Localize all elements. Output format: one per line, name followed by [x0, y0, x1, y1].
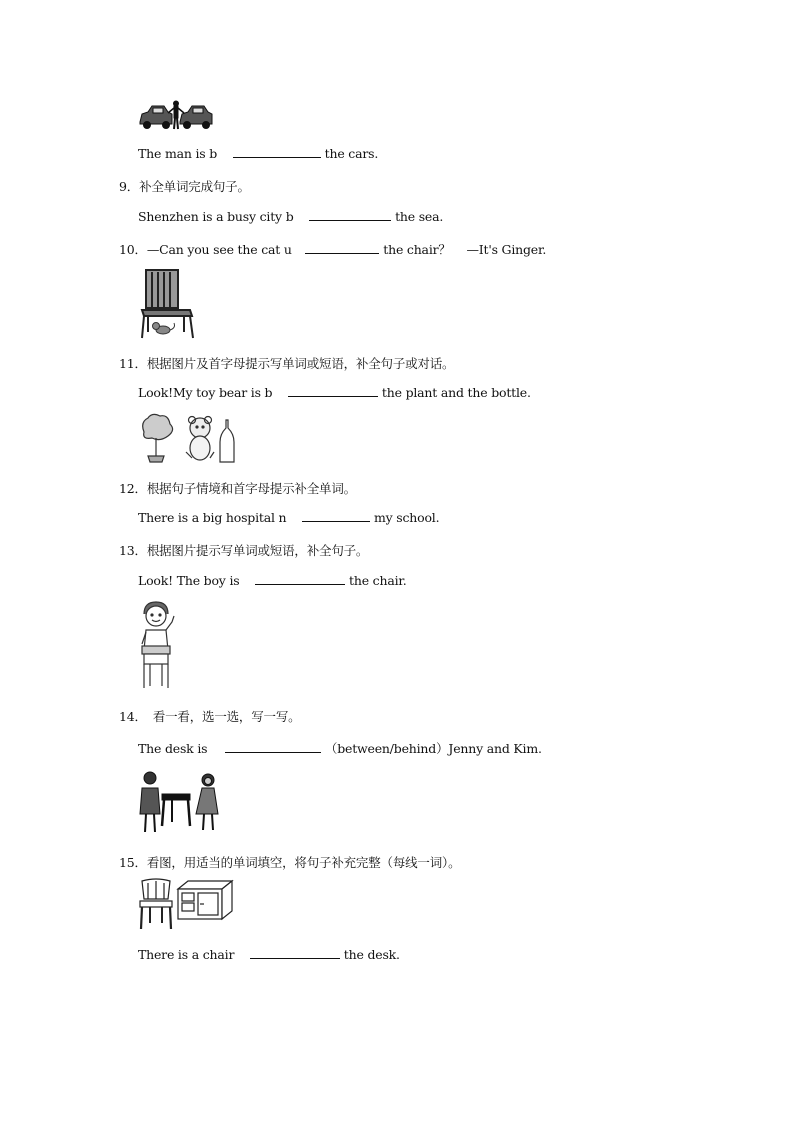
q10-number: 10． — [119, 242, 147, 257]
q9-sentence — [138, 209, 443, 224]
q13-sentence — [138, 573, 407, 588]
q8-answer-blank[interactable] — [233, 146, 321, 158]
q14-text-before: The desk is — [138, 741, 208, 756]
q12-sentence — [138, 510, 439, 525]
desk-between-girls-image — [138, 768, 222, 836]
q12-text-before: There is a big hospital n — [138, 510, 287, 525]
q8-text-after: the cars. — [324, 146, 379, 161]
q15-number: 15． — [119, 855, 147, 870]
q14-instruction: 看一看，选一选，写一写。 — [152, 709, 301, 724]
q14-number: 14． — [119, 709, 147, 724]
q10-text-before: —Can you see the cat u — [146, 242, 292, 257]
q9-answer-blank[interactable] — [309, 209, 391, 221]
q11-text-before: Look!My toy bear is b — [138, 385, 273, 400]
plant-bear-bottle-image — [138, 412, 242, 468]
chair-with-cat-image — [138, 268, 196, 340]
q9-number: 9． — [119, 179, 140, 194]
q9-instruction: 补全单词完成句子。 — [139, 179, 250, 194]
q13-answer-blank[interactable] — [255, 573, 345, 585]
man-between-cars-image — [138, 100, 214, 132]
q11-number: 11． — [119, 356, 147, 371]
q8-sentence — [138, 146, 378, 161]
q11-instruction: 根据图片及首字母提示写单词或短语，补全句子或对话。 — [146, 356, 455, 371]
q14-sentence — [138, 739, 542, 757]
q11-text-after: the plant and the bottle. — [381, 385, 531, 400]
q13-text-after: the chair. — [349, 573, 407, 588]
q13-instruction: 根据图片提示写单词或短语，补全句子。 — [146, 543, 369, 558]
chair-and-desk-image — [138, 877, 234, 933]
q13-heading — [119, 541, 368, 559]
q15-instruction: 看图，用适当的单词填空，将句子补充完整（每线一词）。 — [146, 855, 461, 870]
q12-number: 12． — [119, 481, 147, 496]
q10-answer-blank[interactable] — [305, 242, 379, 254]
q13-number: 13． — [119, 543, 147, 558]
q14-heading — [119, 707, 300, 725]
q14-answer-blank[interactable] — [225, 741, 321, 753]
q15-text-before: There is a chair — [138, 947, 235, 962]
q9-heading — [119, 177, 250, 195]
q13-text-before: Look! The boy is — [138, 573, 240, 588]
q15-text-after: the desk. — [343, 947, 400, 962]
q10-sentence — [119, 240, 546, 258]
q14-text-after: （between/behind）Jenny and Kim. — [324, 741, 542, 756]
q10-answer-text: —It's Ginger. — [466, 242, 547, 257]
q9-text-after: the sea. — [395, 209, 444, 224]
boy-behind-chair-image — [138, 600, 178, 692]
q8-text-before: The man is b — [138, 146, 218, 161]
q11-heading — [119, 354, 454, 372]
q10-text-after: the chair？ — [383, 242, 451, 257]
q12-instruction: 根据句子情境和首字母提示补全单词。 — [146, 481, 356, 496]
q15-heading — [119, 853, 460, 871]
q11-answer-blank[interactable] — [288, 385, 378, 397]
q15-answer-blank[interactable] — [250, 947, 340, 959]
q12-text-after: my school. — [373, 510, 440, 525]
q15-sentence — [138, 947, 400, 962]
q12-heading — [119, 479, 356, 497]
q12-answer-blank[interactable] — [302, 510, 370, 522]
q11-sentence — [138, 385, 531, 400]
q9-text-before: Shenzhen is a busy city b — [138, 209, 294, 224]
